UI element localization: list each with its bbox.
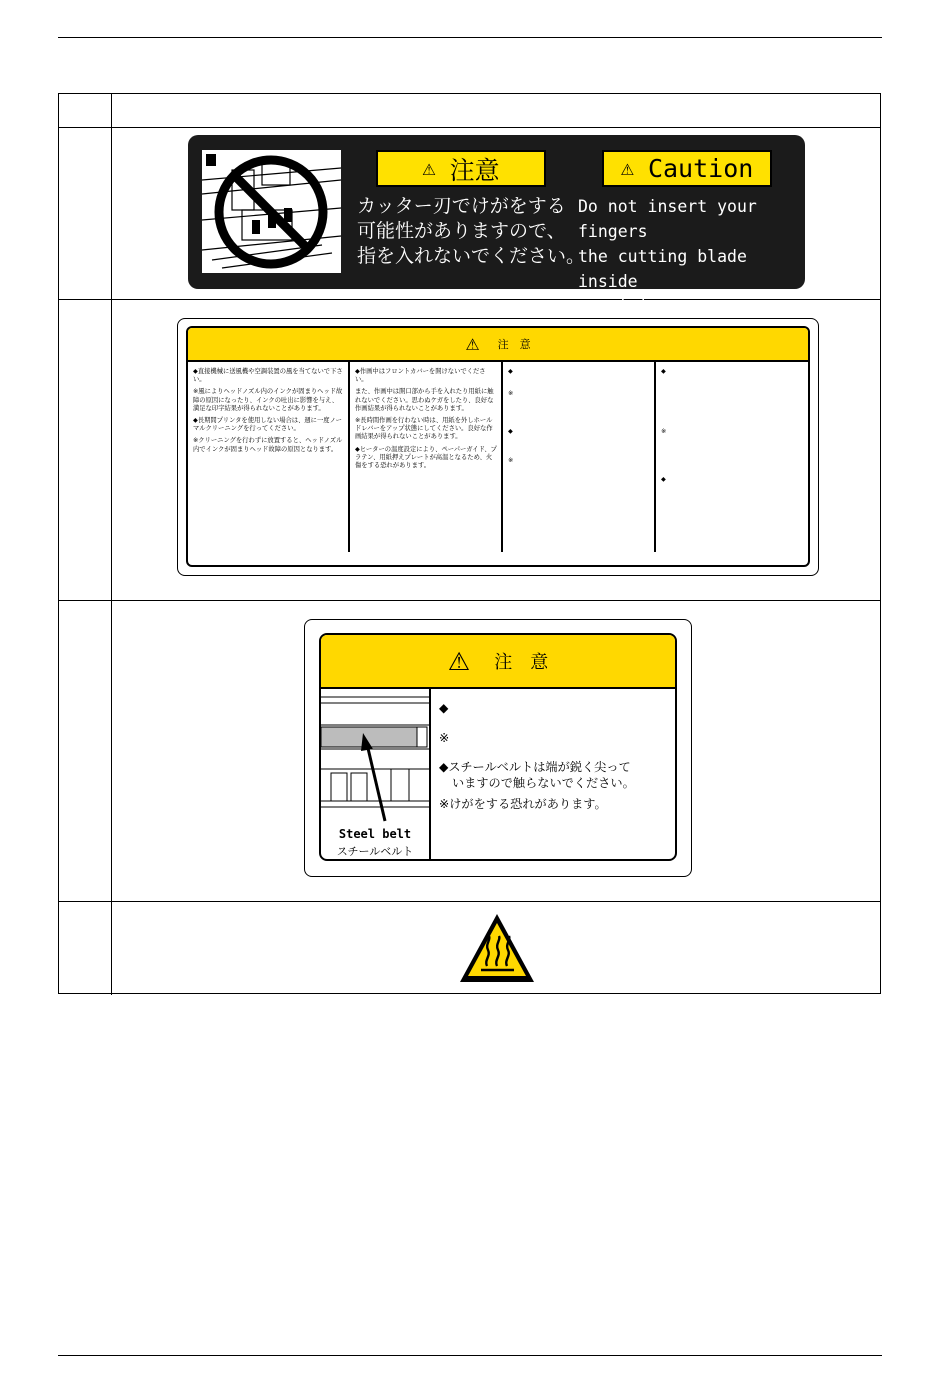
belt-warning-text: ◆ ※ ◆スチールベルトは端が鋭く尖って いますので触らないでください。 ※けがをする恐れがあります。 [439,701,635,811]
number-cell [59,902,112,995]
caution-badge-jp [376,150,546,187]
notice-column-3: ◆ ※ ◆ ※ [501,362,654,552]
number-cell [59,94,112,127]
notice-column-2: ◆作画中はフロントカバーを開けないでください。 また、作画中は開口部から手を入れたり用紙に触れないでください。思わぬケガをしたり、良好な作画結果が得られないことがあります。 ※長時間作画を行わない時は、用紙を外しホールドレバーをアップ状態にしてください。良好な作画結果が得られないことがあります。 ◆ヒーターの温度設定により、ペーパーガイド、プラテン、用紙押えプレートが高温となるため、火傷をする恐れがあります。 [348,362,501,552]
steel-belt-label [304,619,692,877]
notice-header [188,328,808,362]
cutter-warning-text-en: Do not insert your fingers the cutting blade inside may injure your [578,197,757,316]
belt-title: 注 意 [494,652,549,673]
table-row [59,601,880,902]
steel-belt-illustration [321,689,431,859]
warning-triangle-icon: ⚠ [620,156,634,181]
warning-triangle-icon: ⚠ [465,334,480,354]
footer-rule [58,1355,882,1356]
warning-triangle-icon: ⚠ [422,156,436,181]
caution-title-en: Caution [647,154,754,183]
caution-title-jp: 注意 [449,155,500,185]
number-cell [59,128,112,299]
number-cell [59,300,112,600]
no-fingers-illustration [202,150,341,273]
warning-triangle-icon: ⚠ [447,646,471,676]
header-rule [58,37,882,38]
belt-header [321,635,675,689]
hot-surface-icon [458,912,536,984]
cutter-caution-label [188,135,805,316]
table-header-row [59,94,880,128]
steel-belt-caption-jp: スチールベルト [336,845,414,858]
cutter-warning-text-jp: カッター刃でけがをする 可能性がありますので、 指を入れないでください。 [357,195,586,267]
notice-column-1: ◆直接機械に送風機や空調装置の風を当てないで下さい。 ※風によりヘッドノズル内のインクが固まりヘッド故障の原因になったり、インクの吐出に影響を与え、満足な印字結果が得られないことがあります。 ◆長期間プリンタを使用しない場合は、週に一度ノーマルクリーニングを行ってください。 ※クリーニングを行わずに放置すると、ヘッドノズル内でインクが固まりヘッド故障の原因となります。 [193,368,343,453]
notice-title: 注 意 [497,338,531,351]
number-cell [59,601,112,901]
table-row [59,300,880,601]
table-row [59,902,880,995]
notice-label [177,318,819,576]
label-table [58,93,881,994]
table-row [59,128,880,316]
notice-column-4: ◆ ※ ◆ [654,362,810,552]
steel-belt-caption-en: Steel belt [338,827,412,841]
caution-badge-en [602,150,772,187]
